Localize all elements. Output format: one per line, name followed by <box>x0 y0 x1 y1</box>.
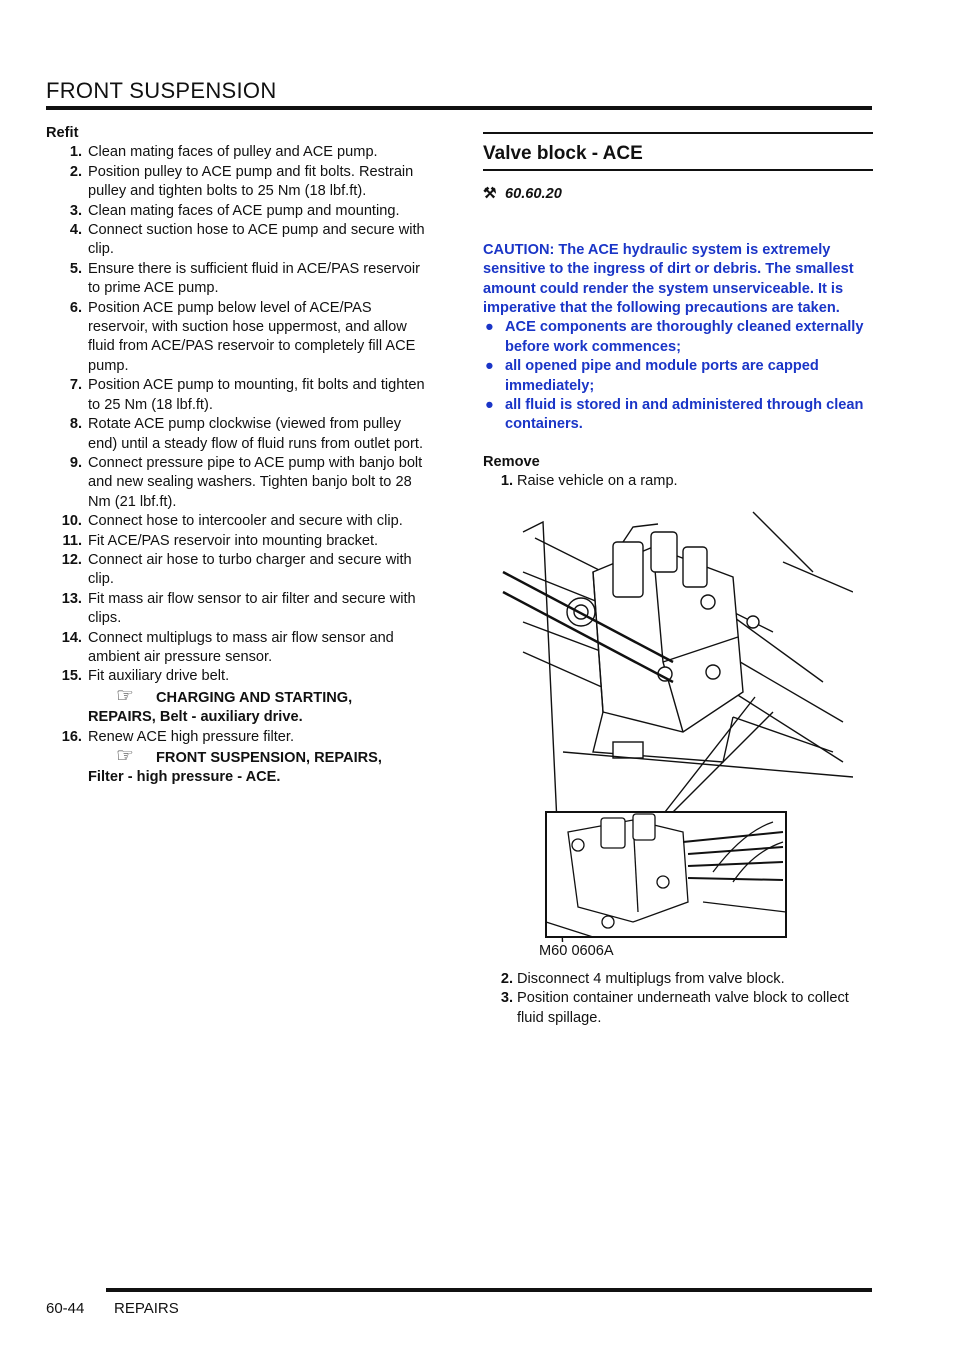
page-number: 60-44 <box>46 1300 85 1317</box>
figure-label: M60 0606A <box>539 942 614 959</box>
wrench-icon: ⚒ <box>483 185 497 203</box>
refit-step-15: 15. Fit auxiliary drive belt. <box>61 668 230 685</box>
refit-step-13: 13. Fit mass air flow sensor to air filter and secure with clips. <box>61 590 416 627</box>
refit-step-16: 16. Renew ACE high pressure filter. <box>61 728 295 745</box>
refit-step-4: 4. Connect suction hose to ACE pump and secure with clip. <box>69 222 425 258</box>
refit-step-5: 5. Ensure there is sufficient fluid in ACE/PAS reservoir to prime ACE pump. <box>69 260 421 297</box>
page-header-title: FRONT SUSPENSION <box>46 78 277 103</box>
refit-step-6: 6. Position ACE pump below level of ACE/PAS reservoir, with suction hose uppermost, and allow fluid from ACE/PAS reservoir to completely fill ACE pump. <box>69 299 416 374</box>
refit-step-7: 7. Position ACE pump to mounting, fit bolts and tighten to 25 Nm (18 lbf.ft). <box>69 377 425 413</box>
footer-section: REPAIRS <box>114 1300 179 1317</box>
footer-rule <box>106 1288 872 1292</box>
header-rule <box>46 106 872 110</box>
refit-step-3: 3. Clean mating faces of ACE pump and mounting. <box>69 202 400 219</box>
refit-heading: Refit <box>46 125 79 141</box>
valve-block-drawing <box>483 502 853 942</box>
right-column <box>483 132 873 1028</box>
caution-bullet-1: ● ACE components are thoroughly cleaned externally before work commences; <box>485 319 864 355</box>
operation-code: ⚒ 60.60.20 <box>483 185 562 203</box>
left-column <box>46 124 426 788</box>
remove-step-2: 2. Disconnect 4 multiplugs from valve block. <box>500 970 785 987</box>
remove-heading: Remove <box>483 453 540 470</box>
cross-reference-hp-filter-cont[interactable]: Filter - high pressure - ACE. <box>88 769 281 786</box>
cross-reference-drive-belt-cont[interactable]: REPAIRS, Belt - auxiliary drive. <box>88 709 303 726</box>
refit-step-2: 2. Position pulley to ACE pump and fit bolts. Restrain pulley and tighten bolts to 25 Nm (18 lbf.ft). <box>69 163 414 200</box>
refit-step-14: 14. Connect multiplugs to mass air flow sensor and ambient air pressure sensor. <box>61 629 394 665</box>
cross-reference-drive-belt[interactable]: ☞ CHARGING AND STARTING, <box>116 684 353 707</box>
caution-bullet-2: ● all opened pipe and module ports are capped immediately; <box>485 358 819 394</box>
section-rule-bottom <box>483 169 873 171</box>
section-rule-top <box>483 132 873 134</box>
refit-step-10: 10. Connect hose to intercooler and secure with clip. <box>61 513 403 530</box>
refit-step-12: 12. Connect air hose to turbo charger and secure with clip. <box>61 551 412 588</box>
caution-text: CAUTION: The ACE hydraulic system is extremely sensitive to the ingress of dirt or debris. The smallest amount could render the system unserviceable. It is imperative that the following precautions are taken. <box>483 241 854 317</box>
refit-step-11: 11. Fit ACE/PAS reservoir into mounting bracket. <box>62 532 379 549</box>
caution-bullet-3: ● all fluid is stored in and administered through clean containers. <box>485 397 864 433</box>
cross-reference-hp-filter[interactable]: ☞ FRONT SUSPENSION, REPAIRS, <box>116 745 382 767</box>
valve-block-illustration <box>483 502 853 970</box>
pointing-hand-icon: ☞ <box>116 684 134 707</box>
section-title: Valve block - ACE <box>483 143 643 164</box>
remove-step-1: 1. Raise vehicle on a ramp. <box>500 473 678 490</box>
remove-step-3: 3. Position container underneath valve block to collect fluid spillage. <box>500 990 849 1026</box>
refit-step-9: 9. Connect pressure pipe to ACE pump with banjo bolt and new sealing washers. Tighten banjo bolt to 28 Nm (21 lbf.ft). <box>69 454 423 510</box>
pointing-hand-icon: ☞ <box>116 745 134 767</box>
refit-step-1: 1. Clean mating faces of pulley and ACE pump. <box>69 144 378 161</box>
refit-step-8: 8. Rotate ACE pump clockwise (viewed from pulley end) until a steady flow of fluid runs from outlet port. <box>69 416 424 452</box>
